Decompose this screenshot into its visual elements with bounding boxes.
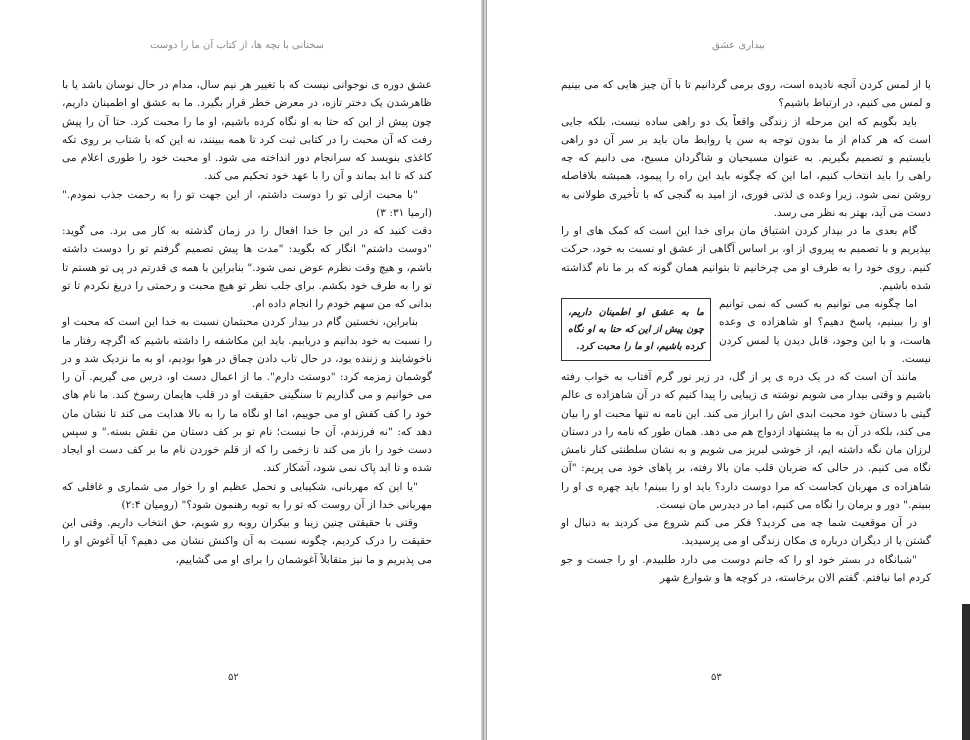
scripture-quote: "با محبت ازلی تو را دوست داشتم، از این جهت تو را به رحمت جذب نمودم." (ارمیا ۳۱: ۳) [62, 188, 432, 219]
page-number: ۵۲ [228, 672, 239, 683]
paragraph: مانند آن است که در یک دره ی پر از گل، در زیر نور گرم آفتاب به خواب رفته باشیم و وقتی بیدار می شویم نوشته ی زیبایی را پیدا کنیم که در آن شاهزاده ی عالم گیتی با دستان خود محبت ابدی اش را ابراز می کند. این نامه نه تنها محبت او را بیان می کند، بلکه در آن به ما پیشنهاد ازدواج هم می دهد. همان طور که نامه را در دستان لرزان مان نگه داشته ایم، از خوشی لبریز می شویم و به نشان سلطنتی کنار نامش نگاه می کنیم. در حالی که ضربان قلب مان بالا رفته، بر پاهای خود می پریم: "آن شاهزاده ی مهربان کجاست که مرا دوست دارد؟ باید او را ببینم! باید چهره ی او را ببینم." دور و برمان را نگاه می کنیم، اما در دیدرس مان نیست. [561, 371, 931, 511]
page-number: ۵۳ [711, 672, 722, 683]
left-page [0, 0, 484, 740]
paragraph: عشق دوره ی نوجوانی نیست که با تغییر هر نیم سال، مدام در حال نوسان باشد یا با ظاهرشدن یک دختر تازه، در معرض خطر قرار بگیرد. ما به عشق او اطمینان داریم، چون پیش از این که حتا به او نگاه کرده باشیم، او ما را محبت کرد. حتا آن را پیش رفت که آن محبت را در کتابی ثبت کرد تا همه ببینند، نه این که با شتاب بر روی تکه کاغذی بنویسد که سرانجام دور انداخته می شود. او محبت خود را طوری اعلام می کند که تا ابد بماند و آن را با عهد خود تحکیم می کند. [62, 79, 432, 183]
scripture-quote: "یا این که مهربانی، شکیبایی و تحمل عظیم او را خوار می شماری و غافلی که مهربانی خدا از آن روست که تو را به توبه رهنمون شود؟" (رومیان ۲:۴) [62, 480, 432, 511]
scripture-quote: "شبانگاه در بستر خود او را که جانم دوست می دارد طلبیدم. او را جست و جو کردم اما نیافتم. گفتم الان برخاسته، در کوچه ها و شوارع شهر [561, 553, 931, 584]
paragraph: وقتی با حقیقتی چنین زیبا و بیکران روبه رو شویم، حق انتخاب داریم. وقتی این حقیقت را درک کردیم، چگونه نسبت به آن واکنش نشان می دهیم؟ آیا آغوش او را می پذیریم و ما نیز متقابلاً آغوشمان را برای او می گشاییم، [62, 517, 432, 566]
running-head: بیداری عشق [712, 40, 765, 51]
paragraph: یا از لمس کردن آنچه نادیده است، روی برمی گردانیم تا با آن چیز هایی که می بینیم و لمس می کنیم، در ارتباط باشیم؟ [561, 79, 931, 110]
paragraph: دقت کنید که در این جا خدا افعال را در زمان گذشته به کار می برد. می گوید: "دوست داشتم" انگار که بگوید: "مدت ها پیش تصمیم گرفتم تو را دوست داشته باشم، و هیچ وقت نظرم عوض نمی شود." بنابراین با همه ی قدرتم در پی تو هستم تا تو را به طرف خود بکشم. برای جلب نظر تو هیچ محبت و رحمتی را دریغ نکردم تا تو بدانی که من سهم خودم را انجام داده ام. [62, 225, 432, 310]
paragraph: باید بگویم که این مرحله از زندگی واقعاً یک دو راهی ساده نیست، بلکه جایی است که هر کدام از ما بدون توجه به سن یا روابط مان باید بر سر آن دو راهی بایستیم و تصمیم بگیریم. به عنوان مسیحیان و شاگردان مسیح، می دانیم که چه راهی را باید انتخاب کنیم، اما این که چگونه باید این راه را پیمود، همیشه بلافاصله روشن نمی شود. زیرا وعده ی لذتی فوری، از امید به گنجی که با تأخیری طولانی به دست می آید، بهتر به نظر می رسد. [561, 115, 931, 219]
running-head: سخنانی با بچه ها، از کتاب آن ما را دوست [150, 40, 325, 51]
paragraph: در آن موقعیت شما چه می کردید؟ فکر می کنم شروع می کردید به دنبال او گشتن یا از دیگران درباره ی مکان زندگی او می پرسیدید. [561, 517, 931, 548]
page-body [561, 76, 931, 587]
pull-quote: ما به عشق او اطمینان داریم، چون پیش از این که حتا به او نگاه کرده باشیم، او ما را محبت کرد. [561, 298, 711, 361]
paragraph: بنابراین، نخستین گام در بیدار کردن محبتمان نسبت به خدا این است که محبت او را نسبت به خود بدانیم و دریابیم. باید این مکاشفه را داشته باشیم که اگرچه رفتار ما ناخوشایند و زننده بود، در حال تاب دادن چماق در هوا بودیم، او به ما نزدیک شد و در گوشمان زمزمه کرد: "دوستت دارم". ما از اعمال دست او، درس می گیریم. آن را می خوانیم و می گذاریم تا سنگینی حقیقت او در قلب هایمان رسوخ کند. ما نام های خود را کف کفش او می جوییم، اما او نگاه ما را به بالا هدایت می کند تا نشان مان دهد که: "نه فرزندم، آن جا نیست؛ نام تو بر کف دستان من نقش بسته." و سپس دست خود را باز می کند تا زخمی را که از قلم خوردن نام ما بر کف دست او ایجاد شده و تا ابد پاک نمی شود، آشکار کند. [62, 316, 432, 475]
paragraph: گام بعدی ما در بیدار کردن اشتیاق مان برای خدا این است که کمک های او را بپذیریم و با تصمیم به پیروی از او، بر اساس آگاهی از عشق او نسبت به خود، حرکت کنیم. روی خود را به طرف او می چرخانیم تا بتوانیم همان گونه که بر ما نام گذاشته شده باشیم. [561, 225, 931, 292]
right-page [487, 0, 970, 740]
side-scroll-tab[interactable] [962, 604, 970, 740]
page-body [62, 76, 432, 569]
paragraph: اما چگونه می توانیم به کسی که نمی توانیم او را ببینیم، پاسخ دهیم؟ او شاهزاده ی وعده هاست، و با این وجود، قابل دیدن یا لمس کردن نیست. [719, 298, 931, 365]
